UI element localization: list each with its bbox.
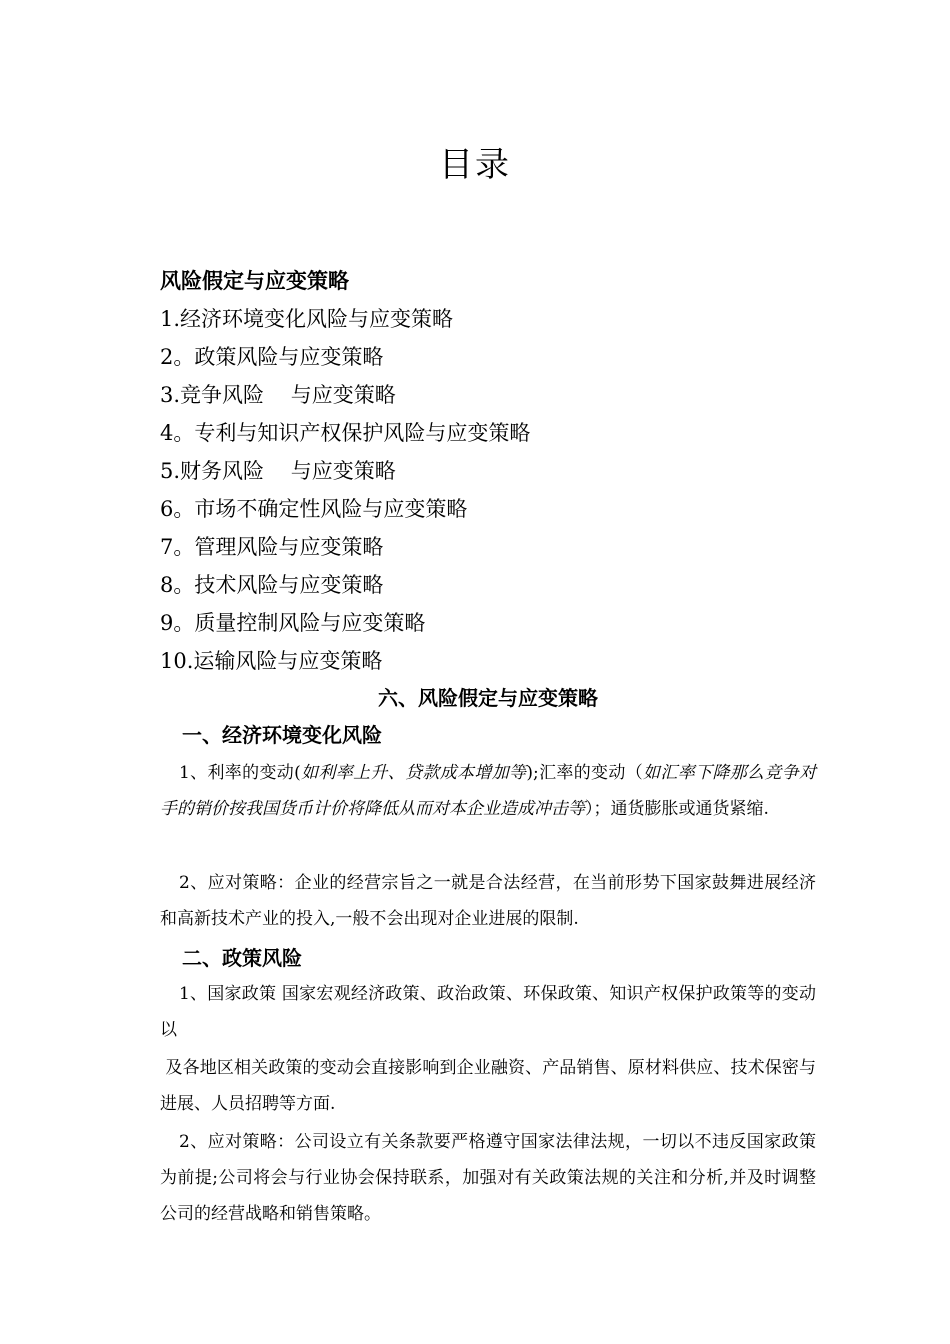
toc-item: 4。专利与知识产权保护风险与应变策略 xyxy=(160,421,531,445)
paragraph-text: 1、利率的变动( xyxy=(179,763,301,783)
toc-item: 2。政策风险与应变策略 xyxy=(160,345,384,369)
toc-item: 10.运输风险与应变策略 xyxy=(160,649,383,673)
paragraph-policy-impact: 及各地区相关政策的变动会直接影响到企业融资、产品销售、原材料供应、技术保密与进展、人员招聘等方面. xyxy=(160,1058,817,1114)
subsection-heading-policy: 二、政策风险 xyxy=(182,946,302,970)
toc-item: 7。管理风险与应变策略 xyxy=(160,535,384,559)
toc-item: 9。质量控制风险与应变策略 xyxy=(160,611,426,635)
table-of-contents xyxy=(160,262,820,680)
paragraph-text: ）；通货膨胀或通货紧缩. xyxy=(585,799,769,819)
paragraph-policy-strategy: 2、应对策略：公司设立有关条款要严格遵守国家法律法规，一切以不违反国家政策为前提;公司将会与行业协会保持联系，加强对有关政策法规的关注和分析,并及时调整公司的经营战略和销售策略。 xyxy=(160,1132,816,1224)
paragraph-policy-changes: 1、国家政策 国家宏观经济政策、政治政策、环保政策、知识产权保护政策等的变动以 xyxy=(160,984,816,1040)
page-title: 目录 xyxy=(439,145,511,185)
toc-item: 5.财务风险 与应变策略 xyxy=(160,459,396,483)
toc-item: 1.经济环境变化风险与应变策略 xyxy=(160,307,454,331)
paragraph-italic-text: 如利率上升、贷款成本增加等 xyxy=(300,763,527,783)
subsection-heading-economic: 一、经济环境变化风险 xyxy=(182,723,382,747)
toc-item: 6。市场不确定性风险与应变策略 xyxy=(160,497,468,521)
toc-heading: 风险假定与应变策略 xyxy=(160,269,349,293)
toc-item: 8。技术风险与应变策略 xyxy=(160,573,384,597)
toc-item: 3.竞争风险 与应变策略 xyxy=(160,383,396,407)
paragraph-economic-risks xyxy=(160,755,816,827)
paragraph-italic-text: 如汇率下降那么竞争对手的销价按我国货币计价将降低从而对本企业造成冲击等 xyxy=(160,763,817,819)
section-title: 六、风险假定与应变策略 xyxy=(378,686,598,710)
paragraph-economic-strategy: 2、应对策略：企业的经营宗旨之一就是合法经营，在当前形势下国家鼓舞进展经济和高新技术产业的投入,一般不会出现对企业进展的限制. xyxy=(160,873,816,929)
paragraph-text: );汇率的变动（ xyxy=(526,763,644,783)
